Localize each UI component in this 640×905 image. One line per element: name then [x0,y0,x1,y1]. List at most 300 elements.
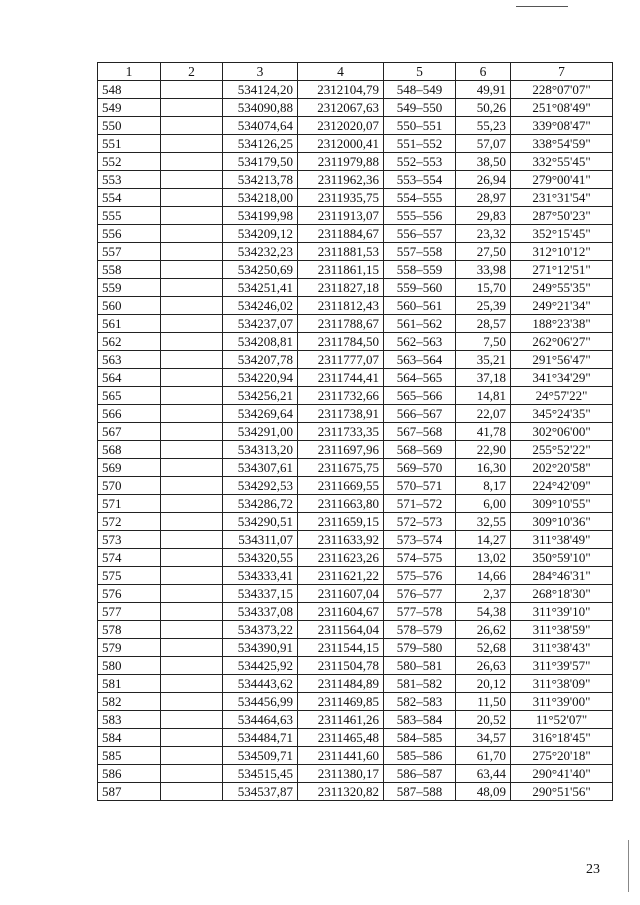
length-cell: 7,50 [456,333,511,351]
direction-angle-cell: 279°00'41" [511,171,613,189]
segment-cell: 578–579 [384,621,456,639]
y-coordinate-cell: 2312020,07 [298,117,384,135]
segment-cell: 575–576 [384,567,456,585]
table-row [98,81,613,99]
direction-angle-cell: 271°12'51" [511,261,613,279]
table-row [98,423,613,441]
segment-cell: 570–571 [384,477,456,495]
col2-cell [161,153,223,171]
segment-cell: 580–581 [384,657,456,675]
direction-angle-cell: 309°10'55" [511,495,613,513]
page-edge-line [628,840,629,892]
point-number-cell: 585 [98,747,161,765]
length-cell: 63,44 [456,765,511,783]
point-number-cell: 570 [98,477,161,495]
table-row [98,459,613,477]
col2-cell [161,387,223,405]
y-coordinate-cell: 2311827,18 [298,279,384,297]
x-coordinate-cell: 534256,21 [223,387,298,405]
point-number-cell: 551 [98,135,161,153]
y-coordinate-cell: 2311659,15 [298,513,384,531]
length-cell: 54,38 [456,603,511,621]
x-coordinate-cell: 534237,07 [223,315,298,333]
segment-cell: 563–564 [384,351,456,369]
col2-cell [161,693,223,711]
col2-cell [161,603,223,621]
length-cell: 26,62 [456,621,511,639]
point-number-cell: 548 [98,81,161,99]
point-number-cell: 561 [98,315,161,333]
x-coordinate-cell: 534251,41 [223,279,298,297]
x-coordinate-cell: 534509,71 [223,747,298,765]
col2-cell [161,405,223,423]
table-row [98,675,613,693]
col-header-segment: 5 [384,63,456,81]
direction-angle-cell: 341°34'29" [511,369,613,387]
table-row [98,297,613,315]
point-number-cell: 571 [98,495,161,513]
direction-angle-cell: 309°10'36" [511,513,613,531]
direction-angle-cell: 302°06'00" [511,423,613,441]
col2-cell [161,243,223,261]
direction-angle-cell: 284°46'31" [511,567,613,585]
segment-cell: 585–586 [384,747,456,765]
point-number-cell: 576 [98,585,161,603]
length-cell: 22,07 [456,405,511,423]
y-coordinate-cell: 2311733,35 [298,423,384,441]
direction-angle-cell: 231°31'54" [511,189,613,207]
direction-angle-cell: 290°41'40" [511,765,613,783]
segment-cell: 574–575 [384,549,456,567]
table-row [98,315,613,333]
length-cell: 25,39 [456,297,511,315]
table-row [98,387,613,405]
y-coordinate-cell: 2311777,07 [298,351,384,369]
direction-angle-cell: 316°18'45" [511,729,613,747]
col2-cell [161,477,223,495]
point-number-cell: 587 [98,783,161,801]
point-number-cell: 554 [98,189,161,207]
x-coordinate-cell: 534207,78 [223,351,298,369]
direction-angle-cell: 311°38'43" [511,639,613,657]
point-number-cell: 557 [98,243,161,261]
x-coordinate-cell: 534313,20 [223,441,298,459]
y-coordinate-cell: 2311675,75 [298,459,384,477]
segment-cell: 551–552 [384,135,456,153]
table-row [98,279,613,297]
col2-cell [161,315,223,333]
y-coordinate-cell: 2311469,85 [298,693,384,711]
segment-cell: 560–561 [384,297,456,315]
x-coordinate-cell: 534246,02 [223,297,298,315]
col2-cell [161,297,223,315]
table-row [98,693,613,711]
table-row [98,531,613,549]
col2-cell [161,621,223,639]
length-cell: 38,50 [456,153,511,171]
col2-cell [161,207,223,225]
table-row [98,135,613,153]
direction-angle-cell: 311°39'00" [511,693,613,711]
y-coordinate-cell: 2311633,92 [298,531,384,549]
length-cell: 2,37 [456,585,511,603]
x-coordinate-cell: 534484,71 [223,729,298,747]
x-coordinate-cell: 534291,00 [223,423,298,441]
col2-cell [161,495,223,513]
col2-cell [161,117,223,135]
col-header-y: 4 [298,63,384,81]
direction-angle-cell: 311°38'59" [511,621,613,639]
point-number-cell: 567 [98,423,161,441]
col2-cell [161,675,223,693]
y-coordinate-cell: 2311881,53 [298,243,384,261]
col-header-x: 3 [223,63,298,81]
y-coordinate-cell: 2311544,15 [298,639,384,657]
segment-cell: 557–558 [384,243,456,261]
col2-cell [161,657,223,675]
coordinates-table [97,62,613,801]
table-row [98,189,613,207]
col2-cell [161,711,223,729]
x-coordinate-cell: 534373,22 [223,621,298,639]
x-coordinate-cell: 534220,94 [223,369,298,387]
length-cell: 57,07 [456,135,511,153]
y-coordinate-cell: 2311621,22 [298,567,384,585]
segment-cell: 550–551 [384,117,456,135]
x-coordinate-cell: 534290,51 [223,513,298,531]
table-row [98,621,613,639]
length-cell: 55,23 [456,117,511,135]
length-cell: 50,26 [456,99,511,117]
y-coordinate-cell: 2311935,75 [298,189,384,207]
x-coordinate-cell: 534286,72 [223,495,298,513]
y-coordinate-cell: 2311320,82 [298,783,384,801]
y-coordinate-cell: 2311441,60 [298,747,384,765]
length-cell: 14,66 [456,567,511,585]
col2-cell [161,135,223,153]
x-coordinate-cell: 534090,88 [223,99,298,117]
length-cell: 16,30 [456,459,511,477]
direction-angle-cell: 249°21'34" [511,297,613,315]
direction-angle-cell: 24°57'22" [511,387,613,405]
x-coordinate-cell: 534250,69 [223,261,298,279]
length-cell: 49,91 [456,81,511,99]
col-header-angle: 7 [511,63,613,81]
y-coordinate-cell: 2311732,66 [298,387,384,405]
direction-angle-cell: 350°59'10" [511,549,613,567]
col2-cell [161,513,223,531]
table-row [98,333,613,351]
direction-angle-cell: 202°20'58" [511,459,613,477]
point-number-cell: 562 [98,333,161,351]
y-coordinate-cell: 2311461,26 [298,711,384,729]
table-row [98,711,613,729]
col2-cell [161,171,223,189]
y-coordinate-cell: 2311663,80 [298,495,384,513]
segment-cell: 561–562 [384,315,456,333]
point-number-cell: 573 [98,531,161,549]
y-coordinate-cell: 2311380,17 [298,765,384,783]
x-coordinate-cell: 534209,12 [223,225,298,243]
direction-angle-cell: 224°42'09" [511,477,613,495]
y-coordinate-cell: 2311979,88 [298,153,384,171]
x-coordinate-cell: 534232,23 [223,243,298,261]
length-cell: 26,63 [456,657,511,675]
y-coordinate-cell: 2312000,41 [298,135,384,153]
length-cell: 52,68 [456,639,511,657]
x-coordinate-cell: 534307,61 [223,459,298,477]
x-coordinate-cell: 534537,87 [223,783,298,801]
y-coordinate-cell: 2311812,43 [298,297,384,315]
table-row [98,441,613,459]
col2-cell [161,531,223,549]
segment-cell: 576–577 [384,585,456,603]
segment-cell: 572–573 [384,513,456,531]
x-coordinate-cell: 534337,15 [223,585,298,603]
x-coordinate-cell: 534515,45 [223,765,298,783]
point-number-cell: 550 [98,117,161,135]
table-row [98,117,613,135]
col2-cell [161,279,223,297]
table-body [98,81,613,801]
col2-cell [161,333,223,351]
x-coordinate-cell: 534443,62 [223,675,298,693]
table-header-row [98,63,613,81]
length-cell: 37,18 [456,369,511,387]
point-number-cell: 569 [98,459,161,477]
direction-angle-cell: 345°24'35" [511,405,613,423]
y-coordinate-cell: 2311564,04 [298,621,384,639]
segment-cell: 582–583 [384,693,456,711]
x-coordinate-cell: 534124,20 [223,81,298,99]
point-number-cell: 556 [98,225,161,243]
direction-angle-cell: 338°54'59" [511,135,613,153]
col2-cell [161,99,223,117]
length-cell: 33,98 [456,261,511,279]
segment-cell: 573–574 [384,531,456,549]
x-coordinate-cell: 534337,08 [223,603,298,621]
segment-cell: 564–565 [384,369,456,387]
direction-angle-cell: 352°15'45" [511,225,613,243]
table-row [98,495,613,513]
direction-angle-cell: 339°08'47" [511,117,613,135]
col2-cell [161,783,223,801]
length-cell: 20,52 [456,711,511,729]
segment-cell: 559–560 [384,279,456,297]
y-coordinate-cell: 2311604,67 [298,603,384,621]
length-cell: 35,21 [456,351,511,369]
y-coordinate-cell: 2311623,26 [298,549,384,567]
point-number-cell: 579 [98,639,161,657]
y-coordinate-cell: 2311884,67 [298,225,384,243]
table-row [98,243,613,261]
direction-angle-cell: 188°23'38" [511,315,613,333]
length-cell: 14,81 [456,387,511,405]
y-coordinate-cell: 2311465,48 [298,729,384,747]
point-number-cell: 549 [98,99,161,117]
table-row [98,261,613,279]
table-row [98,171,613,189]
direction-angle-cell: 311°39'57" [511,657,613,675]
length-cell: 28,57 [456,315,511,333]
col2-cell [161,189,223,207]
segment-cell: 555–556 [384,207,456,225]
x-coordinate-cell: 534218,00 [223,189,298,207]
table-row [98,765,613,783]
col-header-2: 2 [161,63,223,81]
x-coordinate-cell: 534333,41 [223,567,298,585]
table-row [98,225,613,243]
segment-cell: 548–549 [384,81,456,99]
y-coordinate-cell: 2311913,07 [298,207,384,225]
segment-cell: 586–587 [384,765,456,783]
x-coordinate-cell: 534199,98 [223,207,298,225]
point-number-cell: 565 [98,387,161,405]
table-row [98,747,613,765]
x-coordinate-cell: 534213,78 [223,171,298,189]
length-cell: 32,55 [456,513,511,531]
point-number-cell: 559 [98,279,161,297]
table-row [98,783,613,801]
table-row [98,585,613,603]
page-number: 23 [586,862,600,877]
y-coordinate-cell: 2311788,67 [298,315,384,333]
col2-cell [161,369,223,387]
segment-cell: 579–580 [384,639,456,657]
direction-angle-cell: 311°38'49" [511,531,613,549]
point-number-cell: 552 [98,153,161,171]
y-coordinate-cell: 2312104,79 [298,81,384,99]
length-cell: 20,12 [456,675,511,693]
y-coordinate-cell: 2311784,50 [298,333,384,351]
point-number-cell: 578 [98,621,161,639]
point-number-cell: 574 [98,549,161,567]
x-coordinate-cell: 534464,63 [223,711,298,729]
table-row [98,567,613,585]
segment-cell: 583–584 [384,711,456,729]
y-coordinate-cell: 2311962,36 [298,171,384,189]
length-cell: 26,94 [456,171,511,189]
point-number-cell: 582 [98,693,161,711]
length-cell: 23,32 [456,225,511,243]
header-rule [516,6,568,7]
length-cell: 34,57 [456,729,511,747]
length-cell: 14,27 [456,531,511,549]
direction-angle-cell: 262°06'27" [511,333,613,351]
y-coordinate-cell: 2311607,04 [298,585,384,603]
length-cell: 41,78 [456,423,511,441]
direction-angle-cell: 228°07'07" [511,81,613,99]
point-number-cell: 580 [98,657,161,675]
table-row [98,639,613,657]
segment-cell: 584–585 [384,729,456,747]
table-row [98,99,613,117]
table-row [98,369,613,387]
point-number-cell: 577 [98,603,161,621]
col2-cell [161,567,223,585]
x-coordinate-cell: 534456,99 [223,693,298,711]
segment-cell: 552–553 [384,153,456,171]
segment-cell: 556–557 [384,225,456,243]
length-cell: 15,70 [456,279,511,297]
direction-angle-cell: 249°55'35" [511,279,613,297]
segment-cell: 558–559 [384,261,456,279]
length-cell: 48,09 [456,783,511,801]
segment-cell: 553–554 [384,171,456,189]
point-number-cell: 568 [98,441,161,459]
point-number-cell: 563 [98,351,161,369]
x-coordinate-cell: 534292,53 [223,477,298,495]
col2-cell [161,747,223,765]
segment-cell: 568–569 [384,441,456,459]
y-coordinate-cell: 2311744,41 [298,369,384,387]
col2-cell [161,729,223,747]
point-number-cell: 558 [98,261,161,279]
length-cell: 22,90 [456,441,511,459]
point-number-cell: 560 [98,297,161,315]
table-row [98,729,613,747]
y-coordinate-cell: 2311484,89 [298,675,384,693]
x-coordinate-cell: 534425,92 [223,657,298,675]
direction-angle-cell: 251°08'49" [511,99,613,117]
col2-cell [161,423,223,441]
point-number-cell: 586 [98,765,161,783]
length-cell: 29,83 [456,207,511,225]
length-cell: 13,02 [456,549,511,567]
direction-angle-cell: 291°56'47" [511,351,613,369]
table-row [98,603,613,621]
table-row [98,405,613,423]
length-cell: 8,17 [456,477,511,495]
x-coordinate-cell: 534320,55 [223,549,298,567]
table-row [98,513,613,531]
y-coordinate-cell: 2311861,15 [298,261,384,279]
x-coordinate-cell: 534074,64 [223,117,298,135]
length-cell: 28,97 [456,189,511,207]
y-coordinate-cell: 2311504,78 [298,657,384,675]
table-row [98,207,613,225]
direction-angle-cell: 275°20'18" [511,747,613,765]
segment-cell: 567–568 [384,423,456,441]
point-number-cell: 555 [98,207,161,225]
table-row [98,477,613,495]
col2-cell [161,459,223,477]
y-coordinate-cell: 2312067,63 [298,99,384,117]
direction-angle-cell: 332°55'45" [511,153,613,171]
col2-cell [161,639,223,657]
y-coordinate-cell: 2311697,96 [298,441,384,459]
col2-cell [161,225,223,243]
direction-angle-cell: 255°52'22" [511,441,613,459]
col2-cell [161,81,223,99]
segment-cell: 587–588 [384,783,456,801]
direction-angle-cell: 11°52'07" [511,711,613,729]
direction-angle-cell: 268°18'30" [511,585,613,603]
segment-cell: 566–567 [384,405,456,423]
point-number-cell: 584 [98,729,161,747]
col2-cell [161,351,223,369]
x-coordinate-cell: 534390,91 [223,639,298,657]
direction-angle-cell: 290°51'56" [511,783,613,801]
y-coordinate-cell: 2311669,55 [298,477,384,495]
segment-cell: 554–555 [384,189,456,207]
x-coordinate-cell: 534311,07 [223,531,298,549]
x-coordinate-cell: 534179,50 [223,153,298,171]
x-coordinate-cell: 534269,64 [223,405,298,423]
direction-angle-cell: 312°10'12" [511,243,613,261]
col-header-length: 6 [456,63,511,81]
point-number-cell: 575 [98,567,161,585]
